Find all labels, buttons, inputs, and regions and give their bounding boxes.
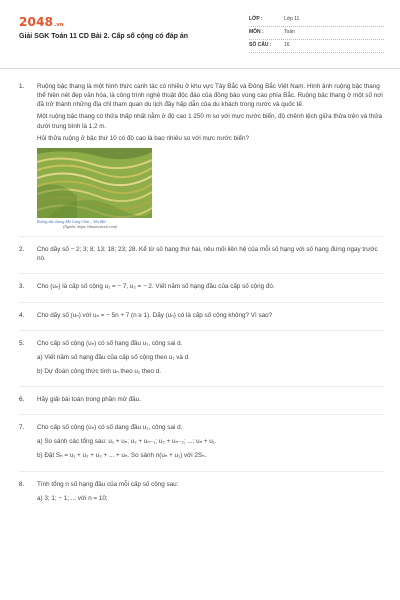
- question-text: Cho (uₙ) là cấp số cộng u₁ = − 7, u₂ = − 2. Viết năm số hạng đầu của cấp số cộng đó.: [37, 283, 275, 291]
- meta-key: MÔN :: [249, 29, 264, 36]
- question-7: [19, 423, 384, 463]
- question-subpart: a) Viết năm số hạng đầu của cấp số cộng theo u₁ và d.: [37, 353, 190, 361]
- rice-terrace-photo: [37, 148, 152, 218]
- meta-key: LỚP :: [249, 16, 263, 23]
- question-subpart: a) So sánh các tổng sau: u₁ + uₙ; u₂ + uₙ₋₁; u₃ + uₙ₋₂; ...; uₙ + u₁.: [37, 438, 217, 446]
- question-divider: [19, 386, 384, 387]
- question-number: 5.: [19, 339, 25, 347]
- question-body: [37, 82, 384, 229]
- question-8: [19, 480, 384, 506]
- question-number: 1.: [19, 83, 25, 90]
- question-body: [37, 282, 384, 294]
- question-body: [37, 311, 384, 323]
- question-4: [19, 311, 384, 323]
- meta-key: SỐ CÂU :: [249, 42, 272, 49]
- question-text: Tính tổng n số hạng đầu của mỗi cấp số cộng sau:: [37, 480, 179, 488]
- figure-caption: [37, 219, 152, 229]
- question-1: [19, 82, 384, 229]
- logo-suffix: .vn: [54, 22, 64, 28]
- question-5: [19, 339, 384, 379]
- document-title: Giải SGK Toán 11 CD Bài 2. Cấp số cộng có đáp án: [19, 33, 189, 40]
- meta-value: Toán: [284, 29, 295, 36]
- question-body: [37, 395, 384, 407]
- caption-source: (Nguồn: https://shutterstock.com): [63, 223, 117, 229]
- question-body: [37, 339, 384, 379]
- question-number: 2.: [19, 246, 25, 254]
- question-list: [19, 82, 384, 506]
- caption-text: Ruộng bậc thang Mù Cang Chải – Yên Bái: [37, 218, 106, 224]
- meta-value: Lớp 11: [284, 16, 300, 23]
- page-header: [0, 0, 400, 62]
- question-divider: [19, 273, 384, 274]
- figure: [37, 148, 152, 229]
- question-text: Cho dãy số − 2; 3; 8; 13; 18; 23; 28. Kể từ số hạng thứ hai, nêu mối liên hệ của mỗi số hạng với số hạng đứng ngay trước nó.: [37, 246, 378, 263]
- question-subpart: b) Đặt Sₙ = u₁ + u₂ + u₃ + ... + uₙ. So sánh n(uₙ + u₁) với 2Sₙ.: [37, 452, 207, 460]
- question-3: [19, 282, 384, 294]
- question-text: Cho cấp số cộng (uₙ) có số hạng đầu u₁, công sai d.: [37, 339, 183, 347]
- question-number: 6.: [19, 396, 25, 403]
- question-subpart: a) 3; 1; − 1; ... với n = 10;: [37, 494, 108, 502]
- question-body: [37, 423, 384, 463]
- logo-text: 2048: [19, 15, 54, 29]
- question-body: [37, 480, 384, 506]
- question-paragraph: Hỏi thửa ruộng ở bậc thứ 10 có độ cao là bao nhiêu so với mực nước biển?: [37, 134, 249, 142]
- question-number: 3.: [19, 283, 25, 291]
- question-divider: [19, 302, 384, 303]
- question-2: [19, 245, 384, 266]
- meta-table: [249, 14, 384, 53]
- meta-value: 16: [284, 42, 290, 49]
- question-number: 8.: [19, 480, 25, 488]
- question-paragraph: Một ruộng bậc thang có thửa thấp nhất nằm ở độ cao 1 250 m so với mực nước biển, độ chênh lệch giữa thửa trên và thửa dưới trung bình là 1,2 m.: [37, 113, 383, 130]
- question-text: Cho dãy số (uₙ) với uₙ = − 5n + 7 (n ≥ 1). Dãy (uₙ) có là cấp số cộng không? Vì sao?: [37, 311, 273, 319]
- question-body: [37, 245, 384, 266]
- site-logo[interactable]: [19, 14, 64, 31]
- question-subpart: b) Dự đoán công thức tính uₙ theo u₁ theo d.: [37, 367, 162, 375]
- question-divider: [19, 330, 384, 331]
- question-divider: [19, 471, 384, 472]
- question-divider: [19, 414, 384, 415]
- terrace-illustration: [37, 148, 152, 218]
- meta-row-grade: [249, 14, 384, 27]
- meta-row-subject: [249, 27, 384, 40]
- question-divider: [19, 236, 384, 237]
- meta-row-count: [249, 40, 384, 53]
- header-divider: [0, 68, 400, 69]
- question-number: 7.: [19, 424, 25, 432]
- question-text: Cho cấp số cộng (uₙ) có số dạng đầu u₁, công sai d.: [37, 424, 183, 432]
- question-6: [19, 395, 384, 407]
- question-text: Hãy giải bài toán trong phần mở đầu.: [37, 396, 141, 403]
- question-number: 4.: [19, 311, 25, 319]
- question-paragraph: Ruộng bậc thang là một hình thức canh tác có nhiều ở khu vực Tây Bắc và Đông Bắc Việt Nam. Hình ảnh ruộng bậc thang thể hiện nét đẹp văn hóa, là công trình nghệ thuật độc đáo của đồng bào vùng cao phía Bắc. Ruộng bậc thang ở một số nơi đã trở thành những địa chỉ tham quan du lịch đầy hấp dẫn của du khách trong nước và quốc tế.: [37, 83, 383, 109]
